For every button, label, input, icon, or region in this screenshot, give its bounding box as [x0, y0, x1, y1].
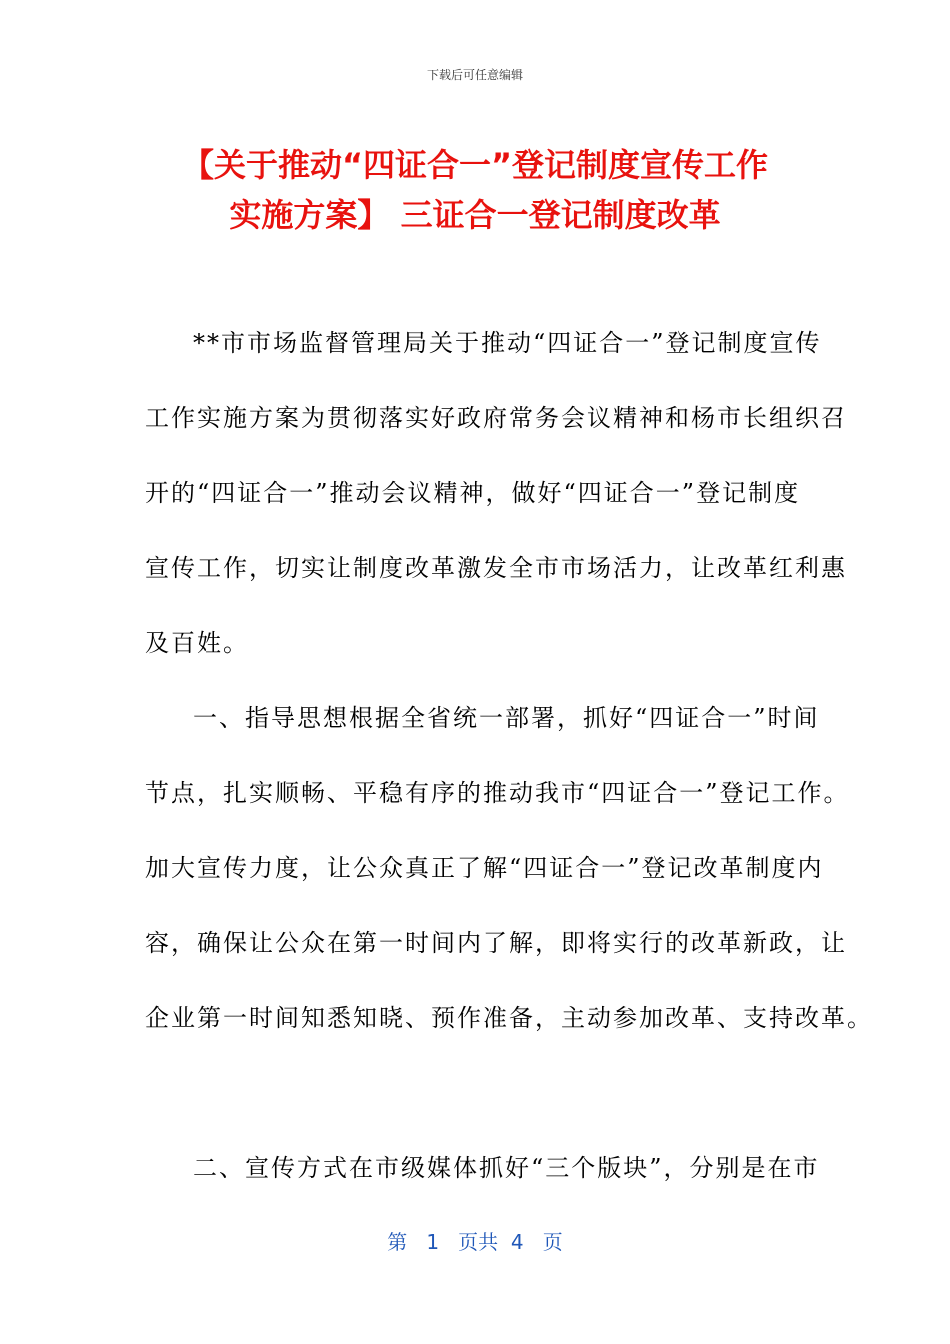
footer-suffix: 页	[542, 1230, 563, 1254]
body-line: **市市场监督管理局关于推动“四证合一”登记制度宣传	[193, 329, 822, 357]
title-line-2: 实施方案】 三证合一登记制度改革	[229, 196, 721, 234]
body-line: 工作实施方案为贯彻落实好政府常务会议精神和杨市长组织召	[145, 404, 847, 432]
body-line: 企业第一时间知悉知晓、预作准备，主动参加改革、支持改革。	[145, 1004, 873, 1032]
body-line: 二、宣传方式在市级媒体抓好“三个版块”，分别是在市	[193, 1154, 820, 1182]
body-line: 节点，扎实顺畅、平稳有序的推动我市“四证合一”登记工作。	[145, 779, 850, 807]
body-line: 开的“四证合一”推动会议精神，做好“四证合一”登记制度	[145, 479, 801, 507]
body-line: 宣传工作，切实让制度改革激发全市市场活力，让改革红利惠	[145, 554, 847, 582]
title-line-1: 【关于推动“四证合一”登记制度宣传工作	[181, 146, 769, 184]
page-header: 下载后可任意编辑	[426, 68, 523, 82]
total-page-count: 4	[510, 1230, 524, 1254]
body-line: 加大宣传力度，让公众真正了解“四证合一”登记改革制度内	[145, 854, 824, 882]
body-line: 容，确保让公众在第一时间内了解，即将实行的改革新政，让	[145, 929, 847, 957]
page-footer	[0, 1226, 950, 1255]
footer-prefix: 第	[387, 1230, 408, 1254]
document-title	[145, 140, 805, 240]
footer-middle: 页共	[458, 1230, 499, 1254]
current-page-number: 1	[426, 1230, 440, 1254]
body-line: 一、指导思想根据全省统一部署，抓好“四证合一”时间	[193, 704, 820, 732]
body-line: 及百姓。	[145, 629, 249, 657]
